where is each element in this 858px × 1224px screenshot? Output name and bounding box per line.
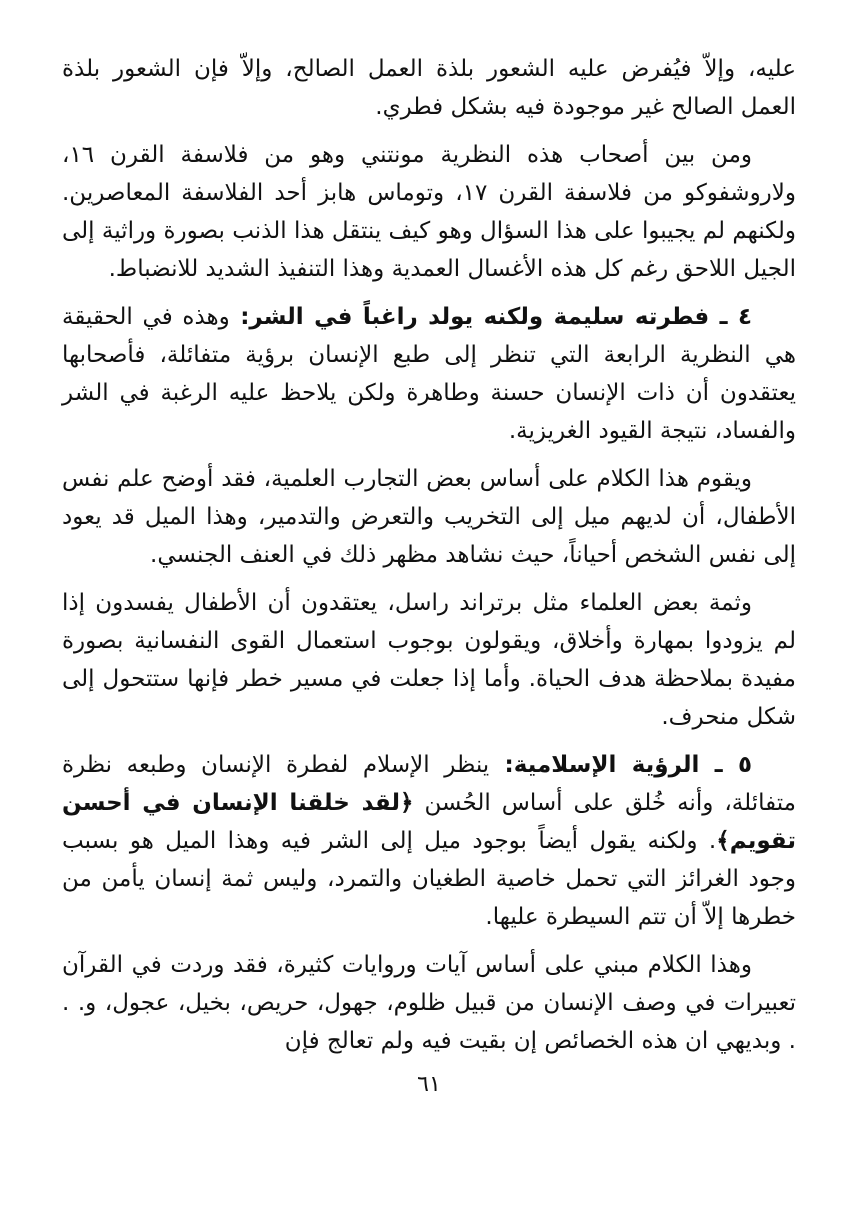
paragraph	[62, 136, 796, 288]
text-run: وهذه في الحقيقة هي النظرية الرابعة التي تنظر إلى طبع الإنسان برؤية متفائلة، فأصحابها يعتقدون أن ذات الإنسان حسنة وطاهرة ولكن يلاحظ عليه الرغبة في الشر والفساد، نتيجة القيود الغريزية.	[62, 304, 796, 444]
paragraph-section-4	[62, 298, 796, 450]
text-run: ينظر الإسلام لفطرة الإنسان وطبعه نظرة متفائلة، وأنه خُلق على أساس الحُسن	[62, 752, 796, 816]
text-run: عليه، وإلاّ فيُفرض عليه الشعور بلذة العمل الصالح، وإلاّ فإن الشعور بلذة العمل الصالح غير موجودة فيه بشكل فطري.	[62, 56, 796, 120]
section-heading-run: ٤ ـ فطرته سليمة ولكنه يولد راغباً في الشر:	[229, 304, 752, 330]
paragraph-section-5	[62, 746, 796, 936]
paragraph	[62, 584, 796, 736]
text-run: ويقوم هذا الكلام على أساس بعض التجارب العلمية، فقد أوضح علم نفس الأطفال، أن لديهم ميل إلى التخريب والتعرض والتدمير، وهذا الميل قد يعود إلى نفس الشخص أحياناً، حيث نشاهد مظهر ذلك في العنف الجنسي.	[62, 466, 796, 568]
paragraph	[62, 460, 796, 574]
text-run: وهذا الكلام مبني على أساس آيات وروايات كثيرة، فقد وردت في القرآن تعبيرات في وصف الإنسان من قبيل ظلوم، جهول، حريص، بخيل، عجول، و. . . وبديهي ان هذه الخصائص إن بقيت فيه ولم تعالج فإن	[62, 952, 796, 1054]
paragraph	[62, 946, 796, 1060]
quran-quote-run: ﴿لقد خلقنا الإنسان في أحسن تقويم﴾	[62, 790, 796, 854]
paragraph	[62, 50, 796, 126]
text-run: . ولكنه يقول أيضاً بوجود ميل إلى الشر فيه وهذا الميل هو بسبب وجود الغرائز التي تحمل خاصية الطغيان والتمرد، وليس ثمة إنسان يأمن من خطرها إلاّ أن تتم السيطرة عليها.	[62, 828, 796, 930]
text-run: وثمة بعض العلماء مثل برتراند راسل، يعتقدون أن الأطفال يفسدون إذا لم يزودوا بمهارة وأخلاق، ويقولون بوجوب استعمال القوى النفسانية بصورة مفيدة بملاحظة هدف الحياة. وأما إذا جعلت في مسير خطر فإنها ستتحول إلى شكل منحرف.	[62, 590, 796, 730]
page-text	[62, 50, 796, 1060]
text-run: ومن بين أصحاب هذه النظرية مونتني وهو من فلاسفة القرن ١٦، ولاروشفوكو من فلاسفة القرن ١٧، وتوماس هابز أحد الفلاسفة المعاصرين. ولكنهم لم يجيبوا على هذا السؤال وهو كيف ينتقل هذا الذنب بصورة وراثية إلى الجيل اللاحق رغم كل هذه الأغسال العمدية وهذا التنفيذ الشديد للانضباط.	[62, 142, 797, 282]
section-heading-run: ٥ ـ الرؤية الإسلامية:	[489, 752, 752, 778]
page-number: ٦١	[417, 1072, 441, 1097]
